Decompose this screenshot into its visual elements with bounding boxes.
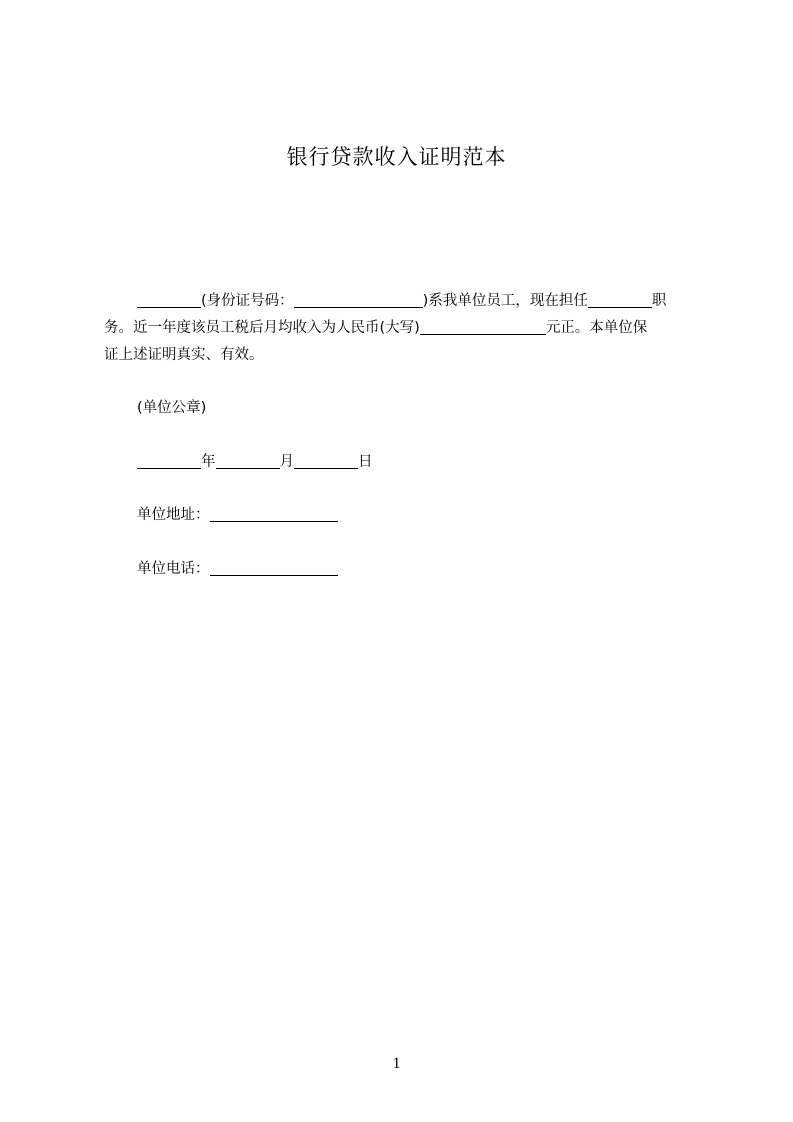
month-blank[interactable]: [216, 453, 280, 469]
income-end-text: 元正。本单位保: [545, 320, 648, 336]
year-label: 年: [201, 454, 216, 470]
position-blank[interactable]: [588, 292, 652, 308]
phone-blank[interactable]: [210, 560, 338, 576]
employee-text: )系我单位员工，现在担任: [422, 293, 588, 309]
phone-row: [137, 559, 338, 579]
page-number: 1: [392, 1055, 401, 1072]
address-label: 单位地址：: [137, 507, 210, 523]
paragraph-line-3: 证上述证明真实、有效。: [104, 347, 264, 363]
income-amount-blank[interactable]: [420, 319, 546, 335]
phone-label: 单位电话：: [137, 561, 210, 577]
address-blank[interactable]: [210, 506, 338, 522]
id-number-blank[interactable]: [294, 292, 423, 308]
paragraph-line-1: [104, 288, 700, 315]
date-row: [137, 452, 373, 472]
seal-label: (单位公章): [137, 400, 207, 416]
certificate-paragraph: [104, 288, 700, 369]
name-blank[interactable]: [137, 292, 201, 308]
paragraph-line-2: [104, 315, 700, 342]
address-row: [137, 505, 338, 525]
id-label: (身份证号码：: [201, 293, 294, 309]
year-blank[interactable]: [137, 453, 201, 469]
day-blank[interactable]: [294, 453, 358, 469]
position-suffix: 职: [651, 293, 667, 309]
document-title: 银行贷款收入证明范本: [286, 145, 507, 169]
day-label: 日: [358, 454, 373, 470]
income-text: 务。近一年度该员工税后月均收入为人民币(大写): [104, 320, 420, 336]
month-label: 月: [279, 454, 294, 470]
